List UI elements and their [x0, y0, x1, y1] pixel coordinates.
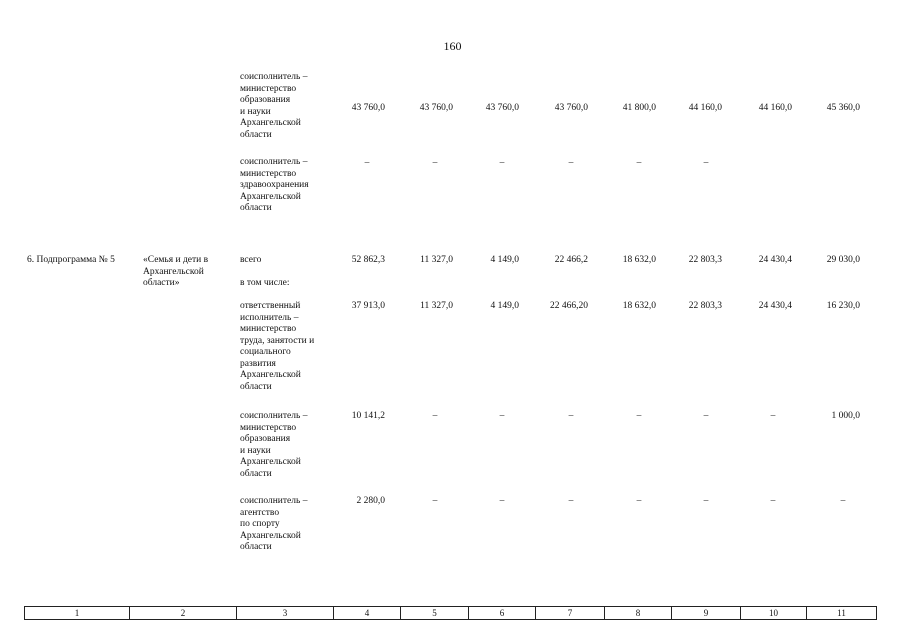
- column-number: 4: [334, 607, 401, 620]
- cell-value: 4 149,0: [490, 301, 519, 311]
- column-number: 9: [672, 607, 741, 620]
- cell-value: –: [499, 158, 505, 168]
- cell-value: –: [568, 411, 574, 421]
- cell-value: –: [568, 158, 574, 168]
- cell-value: –: [568, 496, 574, 506]
- cell-value: 1 000,0: [831, 411, 860, 421]
- cell-value: 2 280,0: [356, 496, 385, 506]
- row-executor: соисполнитель – министерство здравоохранения Архангельской области: [240, 157, 309, 213]
- cell-value: –: [703, 158, 709, 168]
- row-executor: всего: [240, 255, 262, 265]
- cell-value: –: [432, 158, 438, 168]
- column-number: 7: [536, 607, 605, 620]
- cell-value: 16 230,0: [826, 301, 860, 311]
- cell-value: –: [703, 411, 709, 421]
- cell-value: –: [364, 158, 370, 168]
- cell-value: –: [432, 411, 438, 421]
- cell-value: –: [840, 496, 846, 506]
- cell-value: 24 430,4: [758, 255, 792, 265]
- column-number: 2: [130, 607, 237, 620]
- row-executor: соисполнитель – министерство образования и науки Архангельской области: [240, 72, 308, 140]
- cell-value: –: [432, 496, 438, 506]
- cell-value: 45 360,0: [826, 103, 860, 113]
- column-number: 8: [605, 607, 672, 620]
- cell-value: 43 760,0: [485, 103, 519, 113]
- cell-value: –: [703, 496, 709, 506]
- column-number: 5: [401, 607, 469, 620]
- cell-value: 43 760,0: [554, 103, 588, 113]
- cell-value: 43 760,0: [351, 103, 385, 113]
- cell-value: –: [636, 411, 642, 421]
- cell-value: 37 913,0: [351, 301, 385, 311]
- cell-value: 18 632,0: [622, 301, 656, 311]
- column-number: 3: [237, 607, 334, 620]
- column-number-row: [24, 606, 877, 620]
- cell-value: 4 149,0: [490, 255, 519, 265]
- page-number: 160: [443, 39, 462, 53]
- subprogram-name: «Семья и дети в Архангельской области»: [143, 255, 209, 288]
- row-executor: соисполнитель – министерство образования и науки Архангельской области: [240, 411, 308, 479]
- cell-value: 29 030,0: [826, 255, 860, 265]
- cell-value: 22 466,2: [554, 255, 588, 265]
- row-executor: ответственный исполнитель – министерство труда, занятости и социального развития Архангельской области: [240, 301, 315, 392]
- column-number: 10: [741, 607, 807, 620]
- cell-value: –: [636, 496, 642, 506]
- cell-value: –: [636, 158, 642, 168]
- cell-value: 11 327,0: [420, 301, 453, 311]
- cell-value: –: [770, 411, 776, 421]
- cell-value: 11 327,0: [420, 255, 453, 265]
- row-executor: соисполнитель – агентство по спорту Архангельской области: [240, 496, 308, 552]
- cell-value: 18 632,0: [622, 255, 656, 265]
- cell-value: 44 160,0: [758, 103, 792, 113]
- row-subheading: в том числе:: [240, 278, 290, 288]
- cell-value: 10 141,2: [351, 411, 385, 421]
- cell-value: 22 466,20: [550, 301, 588, 311]
- cell-value: 52 862,3: [351, 255, 385, 265]
- cell-value: 41 800,0: [622, 103, 656, 113]
- cell-value: 22 803,3: [688, 255, 722, 265]
- subprogram-title: 6. Подпрограмма № 5: [27, 255, 115, 265]
- column-number: 1: [25, 607, 130, 620]
- cell-value: 22 803,3: [688, 301, 722, 311]
- cell-value: –: [499, 411, 505, 421]
- cell-value: 24 430,4: [758, 301, 792, 311]
- cell-value: 44 160,0: [688, 103, 722, 113]
- cell-value: –: [499, 496, 505, 506]
- cell-value: 43 760,0: [419, 103, 453, 113]
- column-number: 11: [807, 607, 877, 620]
- column-number: 6: [469, 607, 536, 620]
- cell-value: –: [770, 496, 776, 506]
